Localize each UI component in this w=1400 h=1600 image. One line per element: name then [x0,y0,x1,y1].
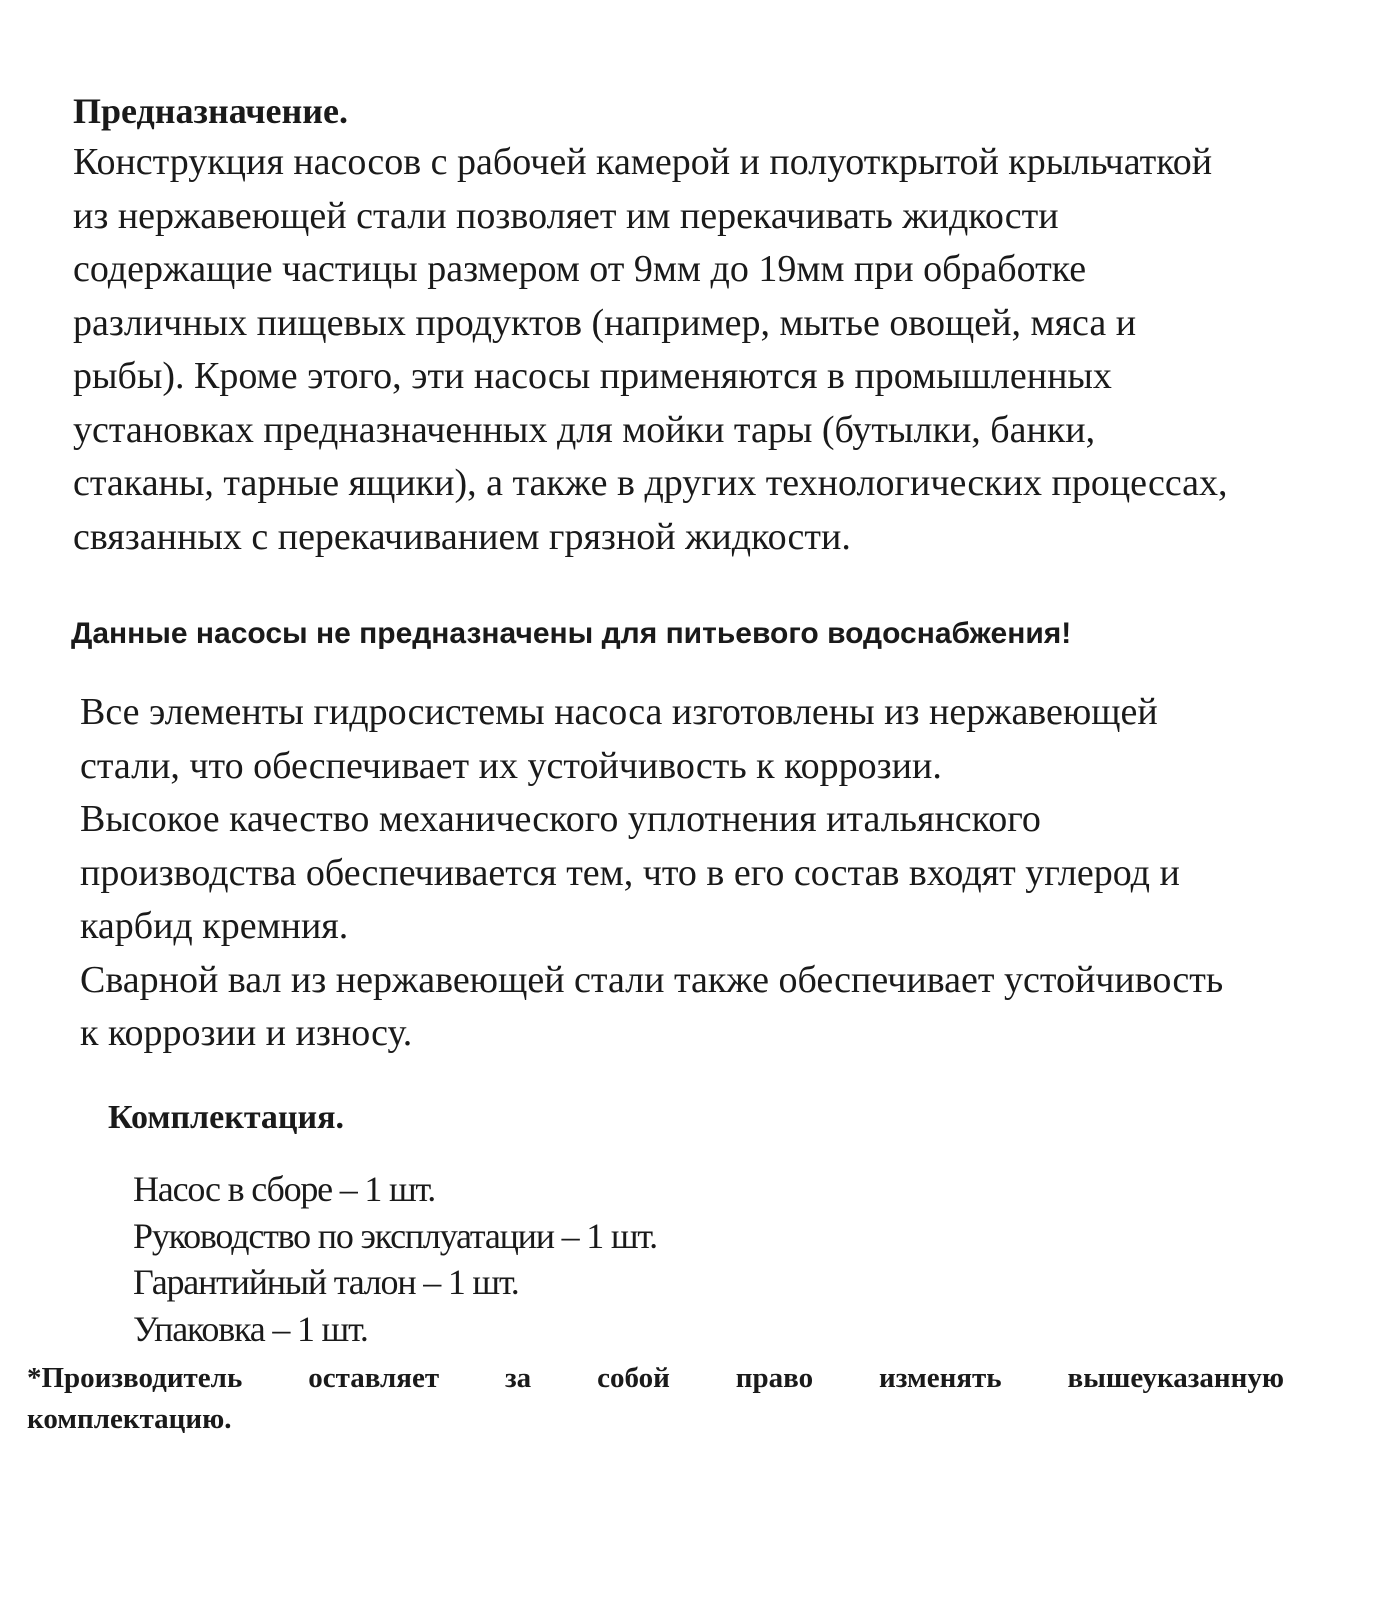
purpose-line: из нержавеющей стали позволяет им перекачивать жидкости [73,194,1059,237]
kit-heading: Комплектация. [108,1099,345,1136]
purpose-line: стаканы, тарные ящики), а также в других технологических процессах, [73,462,1228,504]
kit-list [133,1166,657,1352]
purpose-line: различных пищевых продуктов (например, мытье овощей, мяса и [73,301,1137,344]
footnote [27,1358,1284,1440]
features-line: Сварной вал из нержавеющей стали также обеспечивает устойчивость [80,958,1224,1001]
purpose-line: рыбы). Кроме этого, эти насосы применяются в промышленных [73,355,1112,397]
purpose-section [73,86,1363,564]
kit-item: Гарантийный талон – 1 шт. [133,1262,519,1302]
purpose-line: связанных с перекачиванием грязной жидкости. [73,515,851,558]
features-section [80,686,1370,1061]
purpose-heading: Предназначение. [73,91,348,131]
purpose-text [73,136,1363,564]
features-line: Высокое качество механического уплотнения итальянского [80,798,1041,840]
footnote-line: комплектацию. [27,1403,232,1435]
features-line: стали, что обеспечивает их устойчивость к коррозии. [80,744,942,787]
kit-item: Насос в сборе – 1 шт. [133,1169,436,1209]
kit-item: Руководство по эксплуатации – 1 шт. [133,1215,657,1256]
purpose-line: Конструкция насосов с рабочей камерой и полуоткрытой крыльчаткой [73,141,1213,183]
features-line: производства обеспечивается тем, что в его состав входят углерод и [80,851,1180,894]
drinking-water-warning: Данные насосы не предназначены для питьевого водоснабжения! [71,617,1072,650]
kit-item: Упаковка – 1 шт. [133,1308,368,1349]
purpose-line: содержащие частицы размером от 9мм до 19мм при обработке [73,248,1087,290]
features-line: карбид кремния. [80,905,349,947]
purpose-line: установках предназначенных для мойки тары (бутылки, банки, [73,408,1096,451]
features-line: к коррозии и износу. [80,1012,413,1054]
footnote-line: *Производитель оставляет за собой право изменять вышеуказанную [27,1362,1284,1394]
features-line: Все элементы гидросистемы насоса изготовлены из нержавеющей [80,691,1158,733]
